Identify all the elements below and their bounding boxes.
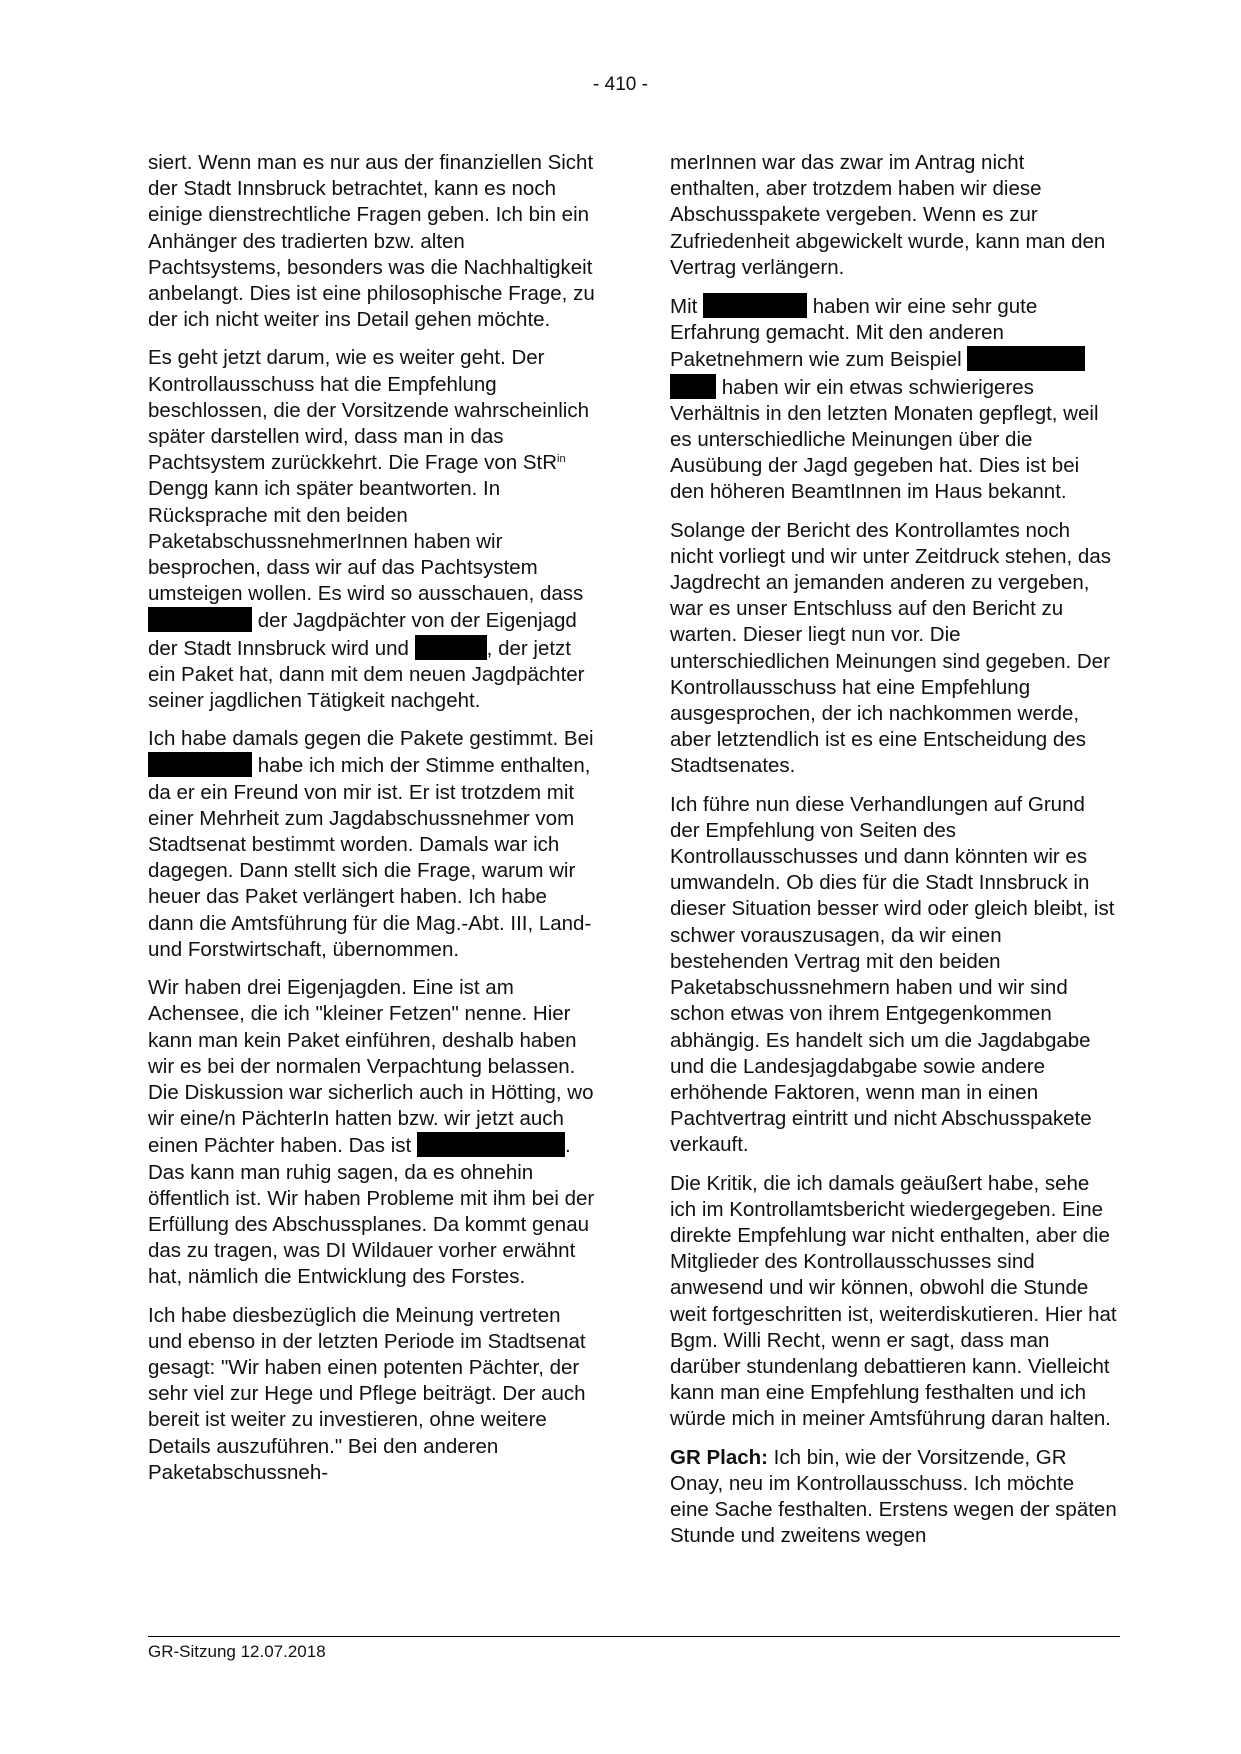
text-run: der Jagdpächter von der Eigenjagd der Stadt Innsbruck wird und <box>148 609 577 660</box>
text-run: Mit <box>670 295 698 319</box>
superscript: in <box>557 453 566 466</box>
redaction-box <box>417 1132 565 1157</box>
redaction-box <box>148 752 252 777</box>
text-run: Ich habe damals gegen die Pakete gestimmt. Bei <box>148 727 594 751</box>
paragraph <box>670 293 1118 506</box>
paragraph: Die Kritik, die ich damals geäußert habe, sehe ich im Kontrollamtsbericht wiedergegeben. Eine direkte Empfehlung war nicht enthalten, aber die Mitglieder des Kontrollausschusses sind anwesend und wir können, obwohl die Stunde weit fortgeschritten ist, weiterdiskutieren. Hier hat Bgm. Willi Recht, wenn er sagt, dass man darüber stundenlang debattieren kann. Vielleicht kann man eine Empfehlung festhalten und ich würde mich in meiner Amtsführung daran halten. <box>670 1171 1117 1431</box>
paragraph <box>148 345 596 714</box>
footer-divider <box>148 1636 1120 1637</box>
paragraph: merInnen war das zwar im Antrag nicht enthalten, aber trotzdem haben wir diese Abschusspakete vergeben. Wenn es zur Zufriedenheit abgewickelt wurde, kann man den Vertrag verlängern. <box>670 151 1106 279</box>
left-column <box>148 150 596 1498</box>
text-run: Das kann man ruhig sagen, da es ohnehin öffentlich ist. Wir haben Probleme mit ihm bei der Erfüllung des Abschussplanes. Da kommt genau das zu tragen, was DI Wildauer vorher erwähnt hat, nämlich die Entwicklung des Forstes. <box>148 1160 595 1289</box>
text-run: Wir haben drei Eigenjagden. Eine ist am Achensee, die ich "kleiner Fetzen" nenne. Hier kann man kein Paket einführen, deshalb haben wir es bei der normalen Verpachtung belassen. Die Diskussion war sicherlich auch in Hötting, wo wir eine/n PächterIn hatten bzw. wir jetzt auch einen Pächter haben. Das ist <box>148 976 594 1158</box>
text-run: der jetzt ein Paket hat, dann mit dem neuen Jagdpächter seiner jagdlichen Tätigkeit nachgeht. <box>148 636 585 713</box>
redaction-box <box>967 346 1085 371</box>
page-number: - 410 - <box>593 74 648 95</box>
paragraph: siert. Wenn man es nur aus der finanziellen Sicht der Stadt Innsbruck betrachtet, kann es noch einige dienstrechtliche Fragen geben. Ich bin ein Anhänger des tradierten bzw. alten Pachtsystems, besonders was die Nachhaltigkeit anbelangt. Dies ist eine philosophische Frage, zu der ich nicht weiter ins Detail gehen möchte. <box>148 151 595 332</box>
paragraph <box>148 975 596 1290</box>
paragraph: Ich führe nun diese Verhandlungen auf Grund der Empfehlung von Seiten des Kontrollausschusses und dann könnten wir es umwandeln. Ob dies für die Stadt Innsbruck in dieser Situation besser wird oder gleich bleibt, ist schwer vorauszusagen, da wir einen bestehenden Vertrag mit den beiden Paketabschussnehmern haben und wir sind schon etwas von ihrem Entgegenkommen abhängig. Es handelt sich um die Jagdabgabe und die Landesjagdabgabe sowie andere erhöhende Faktoren, wenn man in einen Pachtvertrag eintritt und nicht Abschusspakete verkauft. <box>670 792 1115 1157</box>
right-column <box>670 150 1118 1561</box>
paragraph <box>148 726 596 963</box>
paragraph <box>670 1445 1118 1550</box>
redaction-box <box>670 374 716 399</box>
text-run: Es geht jetzt darum, wie es weiter geht. Der Kontrollausschuss hat die Empfehlung beschlossen, die der Vorsitzende wahrscheinlich später darstellen wird, dass man in das Pachtsystem zurückkehrt. Die Frage von StR <box>148 346 590 475</box>
text-run: habe ich mich der Stimme enthalten, da er ein Freund von mir ist. Er ist trotzdem mit einer Mehrheit zum Jagdabschussnehmer vom Stadtsenat bestimmt worden. Damals war ich dagegen. Dann stellt sich die Frage, warum wir heuer das Paket verlängert haben. Ich habe dann die Amtsführung für die Mag.-Abt. III, Land- und Forstwirtschaft, übernommen. <box>148 754 592 961</box>
text-run: haben wir eine sehr gute Erfahrung gemacht. Mit den anderen Paketnehmern wie zum Beispiel <box>670 295 1038 372</box>
redaction-box <box>703 293 807 318</box>
text-run: , <box>486 636 493 660</box>
redaction-box <box>148 607 252 632</box>
paragraph: Solange der Bericht des Kontrollamtes noch nicht vorliegt und wir unter Zeitdruck stehen, das Jagdrecht an jemanden anderen zu vergeben, war es unser Entschluss auf den Bericht zu warten. Dieser liegt nun vor. Die unterschiedlichen Meinungen sind gegeben. Der Kontrollausschuss hat eine Empfehlung ausgesprochen, der ich nachkommen werde, aber letztendlich ist es eine Entscheidung des Stadtsenates. <box>670 518 1111 778</box>
text-run: haben wir ein etwas schwierigeres Verhältnis in den letzten Monaten gepflegt, weil es unterschiedliche Meinungen über die Ausübung der Jagd gegeben hat. Dies ist bei den höheren BeamtInnen im Haus bekannt. <box>670 375 1099 504</box>
footer-session-date: GR-Sitzung 12.07.2018 <box>148 1642 326 1661</box>
speaker-name: GR Plach: <box>670 1445 768 1469</box>
text-run: Dengg kann ich später beantworten. In Rücksprache mit den beiden PaketabschussnehmerInnen haben wir besprochen, dass wir auf das Pachtsystem umsteigen wollen. Es wird so ausschauen, dass <box>148 477 584 606</box>
text-run: . <box>564 1134 571 1158</box>
paragraph: Ich habe diesbezüglich die Meinung vertreten und ebenso in der letzten Periode im Stadtsenat gesagt: "Wir haben einen potenten Pächter, der sehr viel zur Hege und Pflege beiträgt. Der auch bereit ist weiter zu investieren, ohne weitere Details auszuführen." Bei den anderen Paketabschussneh- <box>148 1303 586 1484</box>
text-run: Ich bin, wie der Vorsitzende, GR Onay, neu im Kontrollausschuss. Ich möchte eine Sache festhalten. Erstens wegen der späten Stunde und zweitens wegen <box>670 1445 1117 1548</box>
redaction-box <box>415 635 487 660</box>
